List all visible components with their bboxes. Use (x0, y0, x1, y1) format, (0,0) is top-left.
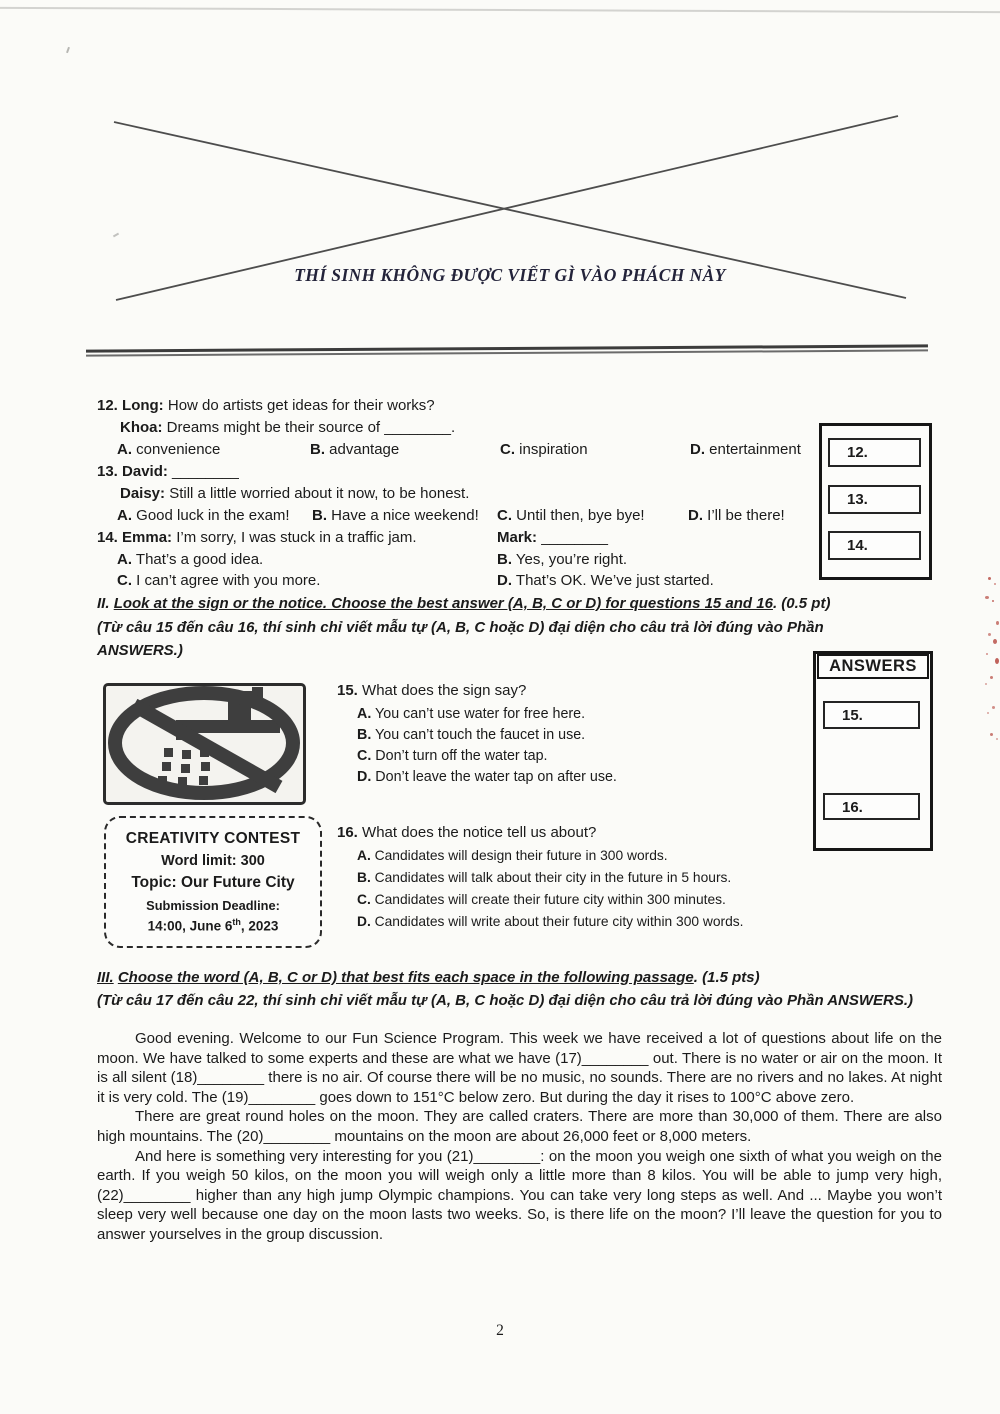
option-text: I’ll be there! (707, 507, 785, 524)
answers-panel (813, 651, 933, 851)
q15-number: 15. (337, 682, 358, 699)
q14-left (97, 528, 417, 548)
q12-option-a (117, 440, 220, 460)
q13-blank: ________ (172, 463, 239, 480)
section2-points: . (0.5 pt) (772, 595, 831, 612)
option-label: B. (357, 870, 371, 885)
q13-line1 (97, 462, 239, 482)
q13-option-d (688, 506, 785, 526)
deadline-sup: th (232, 917, 241, 927)
q14-stem: I’m sorry, I was stuck in a traffic jam. (176, 529, 417, 546)
contest-title: CREATIVITY CONTEST (125, 830, 301, 847)
option-text: advantage (329, 441, 400, 458)
q16-option-d (357, 912, 744, 932)
option-label: C. (357, 892, 371, 907)
passage-paragraph-1: Good evening. Welcome to our Fun Science Program. This week we have received a lot of questions about life on the moon. We have talked to some experts and these are what we have (17)________ out. There is no water or air on the moon. It is all silent (18)________ there is no air. Of course there will be no music, no sounds. There are no rivers and no lakes. At night it is very cold. The (19)________ goes down to 151°C below zero. But during the day it rises to 100°C above zero. (97, 1030, 942, 1106)
q15-option-c (357, 746, 548, 766)
q13-option-c (497, 506, 645, 526)
q13-speaker1: David: (122, 463, 168, 480)
answer-cell-13 (828, 485, 921, 514)
answer-cell-label: 15. (842, 707, 863, 724)
option-label: D. (357, 914, 371, 929)
q14-option-b (497, 550, 627, 570)
q14-number: 14. (97, 529, 118, 546)
q14-option-a (117, 550, 263, 570)
answer-cell-label: 13. (847, 491, 868, 508)
option-label: B. (310, 441, 325, 458)
q15-text: What does the sign say? (362, 682, 527, 699)
q12-stem: Dreams might be their source of ________. (166, 419, 456, 436)
q13-speaker2: Daisy: (120, 485, 166, 502)
scan-top-edge-line (0, 7, 1000, 13)
option-label: C. (500, 441, 515, 458)
option-text: Candidates will write about their future city within 300 words. (374, 914, 744, 929)
option-text: You can’t use water for free here. (375, 706, 586, 722)
q15-option-d (357, 767, 617, 787)
section2-title: Look at the sign or the notice. Choose the best answer (A, B, C or D) for questions 15 and 16 (113, 595, 773, 612)
option-text: Don’t leave the water tap on after use. (375, 769, 617, 785)
section3-instructions-vn: (Từ câu 17 đến câu 22, thí sinh chỉ viết mẫu tự (A, B, C hoặc D) đại diện cho câu trả lời đúng vào Phần ANSWERS.) (97, 992, 914, 1009)
q14-speaker2: Mark: (497, 529, 538, 546)
q12-option-c (500, 440, 588, 460)
option-text: Candidates will design their future in 300 words. (374, 848, 668, 863)
option-label: A. (117, 441, 132, 458)
option-label: D. (497, 572, 512, 589)
answer-cell-12 (828, 438, 921, 467)
option-text: Until then, bye bye! (516, 507, 645, 524)
q14-right (497, 528, 608, 548)
answer-cell-label: 14. (847, 537, 868, 554)
option-text: convenience (136, 441, 221, 458)
option-text: Yes, you’re right. (515, 551, 628, 568)
section3-title: Choose the word (A, B, C or D) that best fits each space in the following passage (117, 969, 694, 986)
contest-topic: Topic: Our Future City (131, 874, 295, 891)
creativity-contest-notice (104, 816, 322, 948)
section2-prefix: II. (97, 595, 110, 612)
contest-deadline-value (106, 917, 320, 934)
option-text: inspiration (519, 441, 588, 458)
scan-speck (66, 47, 70, 53)
q12-speaker2: Khoa: (120, 419, 163, 436)
option-text: Good luck in the exam! (136, 507, 290, 524)
q12-line1 (97, 396, 435, 416)
q13-line2 (120, 484, 469, 504)
passage-paragraph-2: There are great round holes on the moon. They are called craters. There are more than 30,000 of them. There are also high mountains. The (20)________ mountains on the moon are about 26,000 feet or 8,000 meters. (97, 1108, 942, 1145)
answer-cell-16 (823, 793, 920, 820)
q15-option-a (357, 704, 585, 724)
option-label: B. (497, 551, 512, 568)
page-number: 2 (496, 1322, 504, 1339)
answer-cell-15 (823, 701, 920, 729)
q13-number: 13. (97, 463, 118, 480)
q16-option-b (357, 868, 731, 888)
option-label: A. (117, 551, 132, 568)
q13-stem: Still a little worried about it now, to be honest. (169, 485, 470, 502)
q12-number: 12. (97, 397, 118, 414)
section3-points: . (1.5 pts) (693, 969, 760, 986)
q12-speaker1: Long: (122, 397, 164, 414)
section2-instructions-vn: (Từ câu 15 đến câu 16, thí sinh chỉ viết mẫu tự (A, B, C hoặc D) đại diện cho câu trả lời đúng vào Phần ANSWERS.) (97, 619, 824, 659)
option-text: You can’t touch the faucet in use. (375, 727, 586, 743)
option-text: I can’t agree with you more. (136, 572, 321, 589)
q14-option-d (497, 571, 714, 591)
q13-option-b (312, 506, 479, 526)
option-text: Candidates will create their future city within 300 minutes. (374, 892, 726, 907)
q14-speaker1: Emma: (122, 529, 173, 546)
q15-option-b (357, 725, 585, 745)
contest-deadline-label: Submission Deadline: (146, 898, 280, 913)
q16-number: 16. (337, 824, 358, 841)
option-label: C. (497, 507, 512, 524)
passage-paragraph-3: And here is something very interesting for you (21)________: on the moon you weigh one sixth of what you weigh on the earth. If you weigh 50 kilos, on the moon you will weigh only a little more than 8 kilos. You will be able to jump very high, (22)________ higher than any high jump Olympic champions. You can take very long steps as well. And ... Maybe you won’t sleep very well because one day on the moon lasts two weeks. So, is there life on the moon? I’ll leave the question for you to answer yourselves in the group discussion. (97, 1147, 942, 1243)
q16-option-c (357, 890, 726, 910)
answer-cell-14 (828, 531, 921, 560)
option-text: Candidates will talk about their city in the future in 5 hours. (374, 870, 732, 885)
q15-question (337, 681, 526, 701)
answers-panel-title: ANSWERS (817, 654, 929, 679)
answer-cell-label: 12. (847, 444, 868, 461)
q12-line2 (120, 418, 455, 438)
option-label: A. (357, 848, 371, 863)
contest-word-limit: Word limit: 300 (161, 853, 265, 869)
deadline-post: , 2023 (240, 918, 279, 934)
option-text: That’s OK. We’ve just started. (515, 572, 714, 589)
q12-question: How do artists get ideas for their works? (167, 397, 435, 414)
option-text: Have a nice weekend! (331, 507, 479, 524)
option-label: C. (117, 572, 132, 589)
q12-option-d (690, 440, 801, 460)
q14-blank: ________ (541, 529, 608, 546)
option-label: A. (357, 706, 372, 722)
answer-box-12-14 (819, 423, 932, 580)
no-water-tap-sign (103, 683, 306, 805)
option-label: A. (117, 507, 132, 524)
q16-question (337, 823, 596, 843)
option-text: That’s a good idea. (135, 551, 264, 568)
cloze-passage (97, 1029, 942, 1245)
option-label: D. (688, 507, 703, 524)
section3-heading (97, 968, 760, 988)
option-text: entertainment (709, 441, 801, 458)
q16-option-a (357, 846, 668, 866)
q13-option-a (117, 506, 290, 526)
phach-notice-text: THÍ SINH KHÔNG ĐƯỢC VIẾT GÌ VÀO PHÁCH NÀY (294, 265, 726, 285)
no-water-tap-icon (106, 686, 303, 802)
option-text: Don’t turn off the water tap. (375, 748, 548, 764)
option-label: B. (312, 507, 327, 524)
option-label: B. (357, 727, 372, 743)
answer-cell-label: 16. (842, 799, 863, 816)
option-label: C. (357, 748, 372, 764)
divider-double-rule (86, 344, 928, 356)
q16-text: What does the notice tell us about? (362, 824, 597, 841)
option-label: D. (357, 769, 372, 785)
option-label: D. (690, 441, 705, 458)
deadline-pre: 14:00, June 6 (147, 918, 233, 934)
section3-prefix: III. (97, 969, 114, 986)
section2-heading (97, 594, 830, 614)
q14-option-c (117, 571, 320, 591)
q12-option-b (310, 440, 399, 460)
